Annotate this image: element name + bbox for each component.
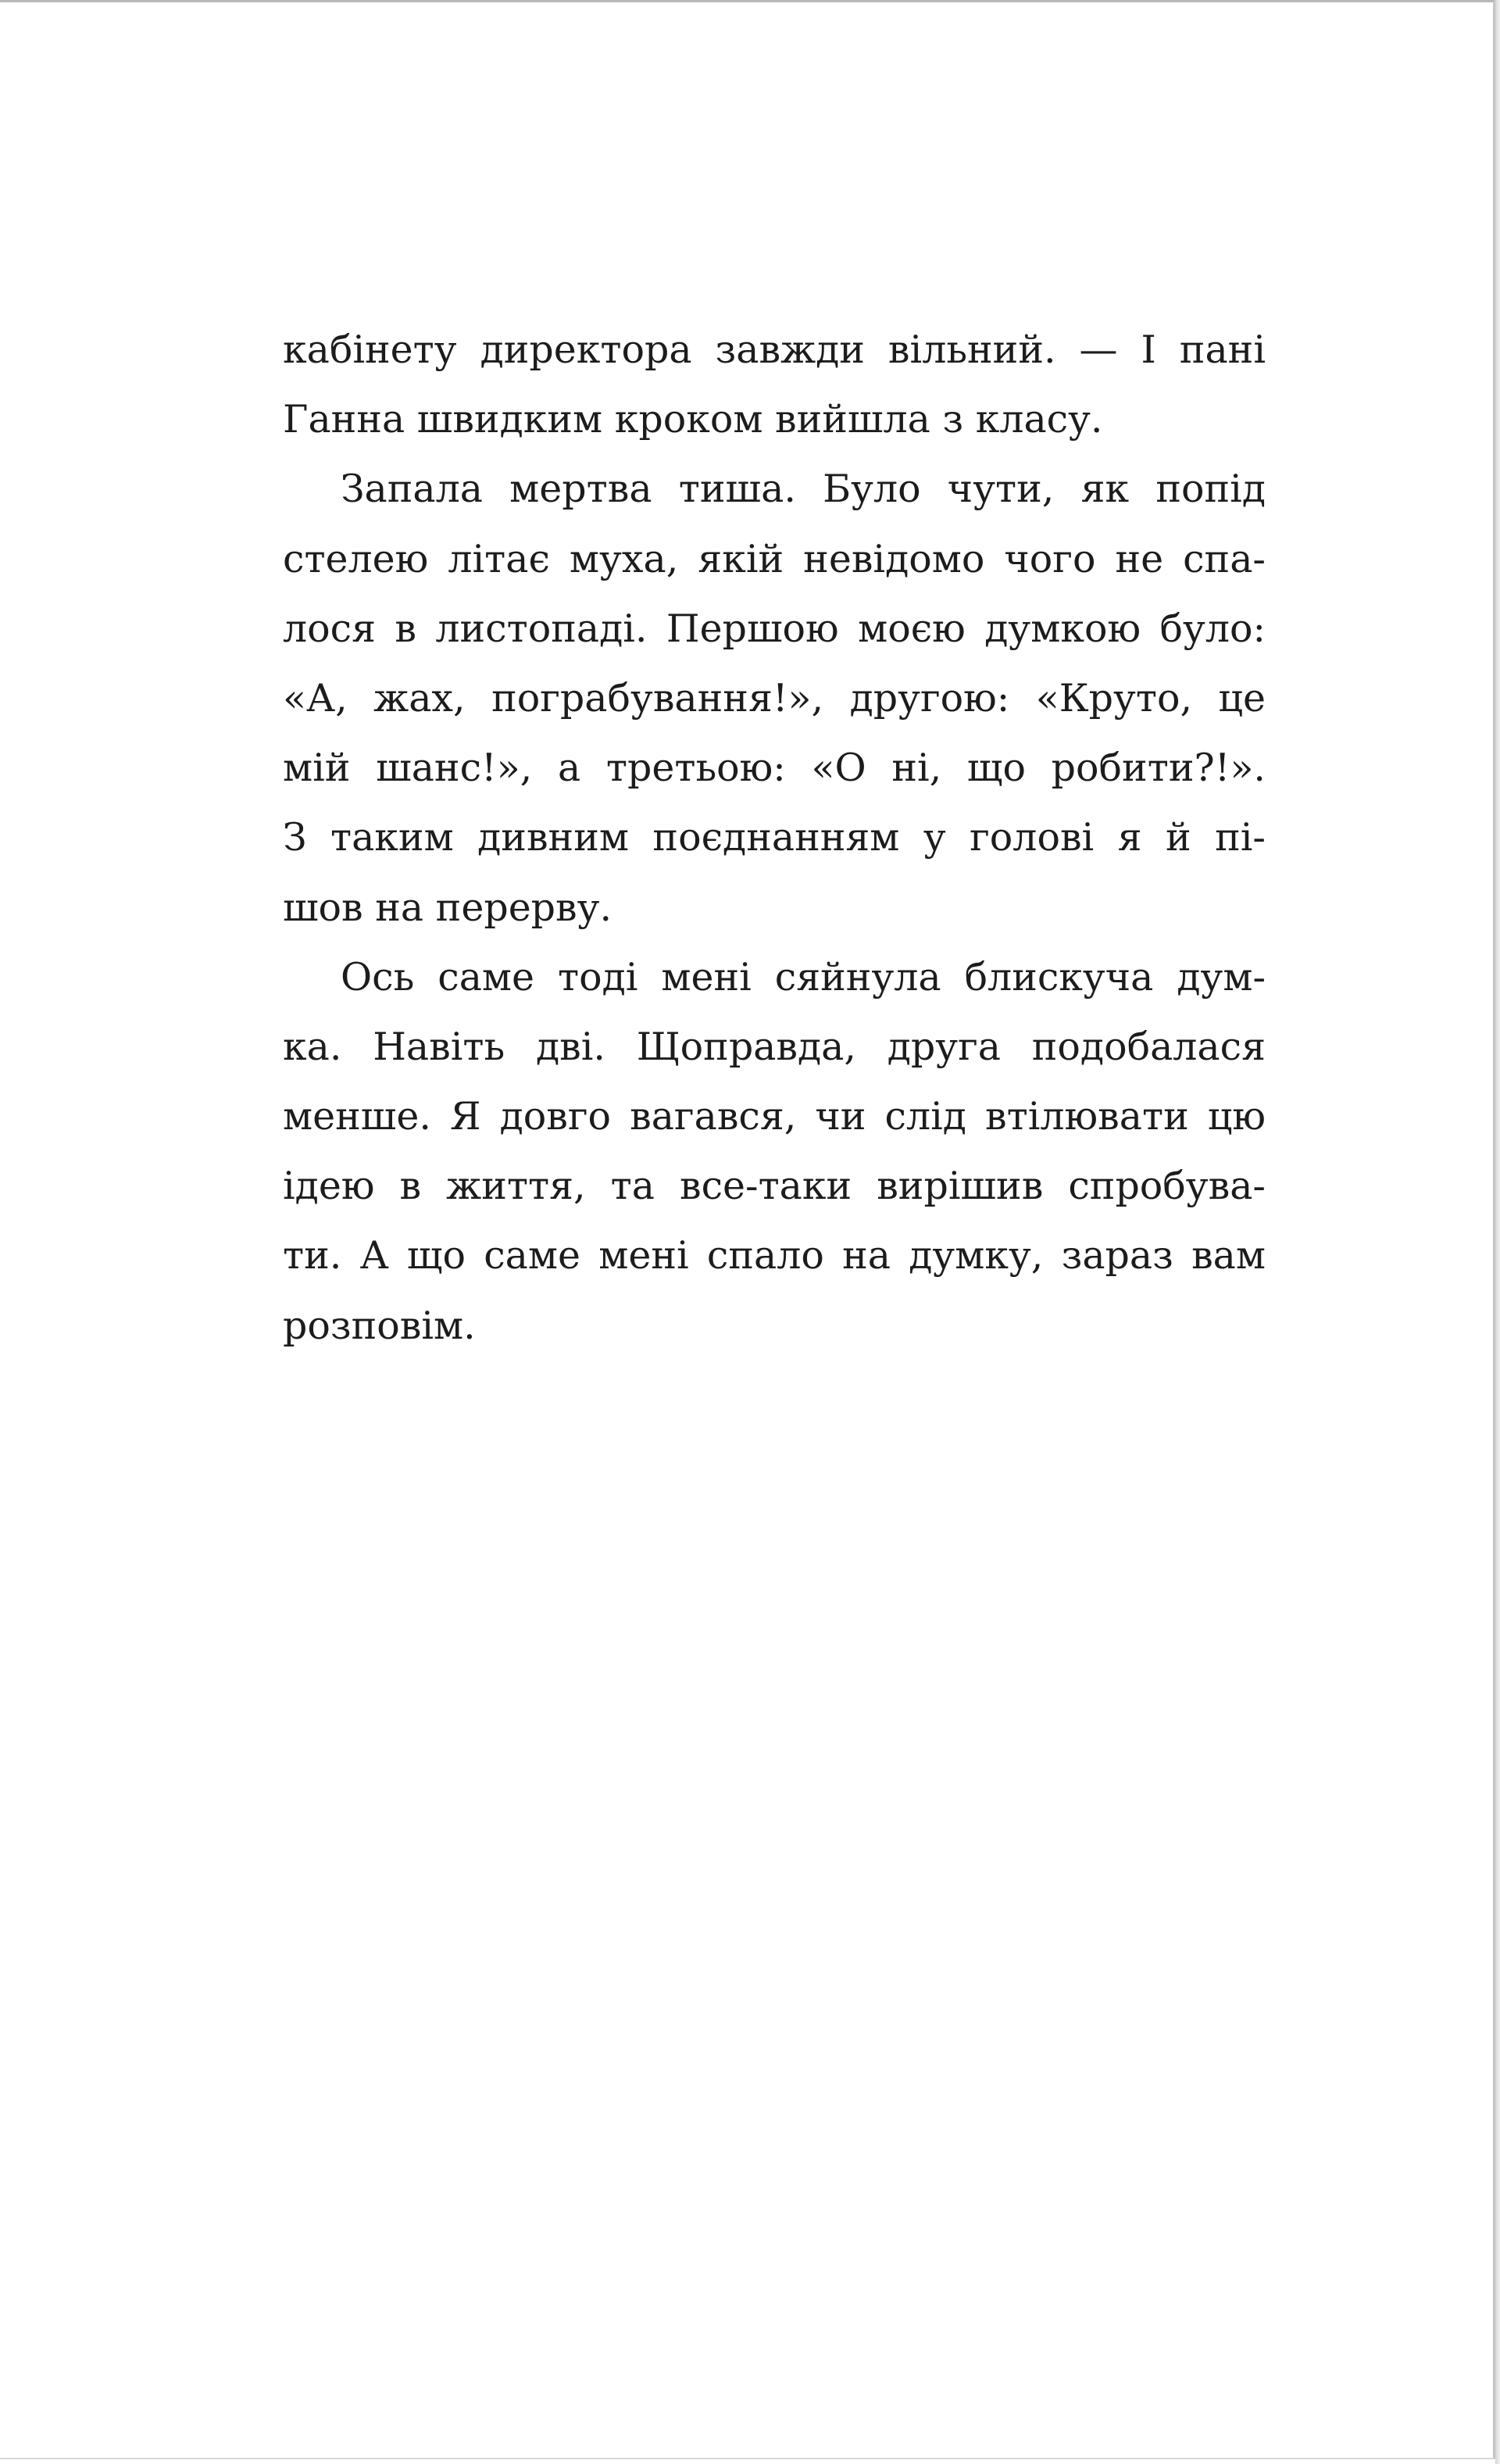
page-edge-shadow bbox=[1495, 0, 1500, 2464]
text-line: мій шанс!», а третьою: «О ні, що робити?!». bbox=[283, 746, 1266, 791]
paragraph-first-line: Ось саме тоді мені сяйнула блискуча дум- bbox=[341, 954, 1266, 1000]
text-line: «А, жах, пограбування!», другою: «Круто, це bbox=[283, 675, 1266, 721]
text-line: розповім. bbox=[283, 1303, 476, 1348]
text-line: ідею в життя, та все-таки вирішив спробува- bbox=[283, 1164, 1266, 1209]
text-line: стелею літає муха, якій невідомо чого не спа- bbox=[283, 536, 1266, 581]
text-line: З таким дивним поєднанням у голові я й пі- bbox=[283, 815, 1266, 860]
text-line: ка. Навіть дві. Щоправда, друга подобалася bbox=[283, 1024, 1266, 1069]
text-line: кабінету директора завжди вільний. — І пані bbox=[283, 327, 1266, 372]
text-line: менше. Я довго вагався, чи слід втілювати цю bbox=[283, 1094, 1266, 1139]
paragraph-first-line: Запала мертва тиша. Було чути, як попід bbox=[341, 467, 1266, 512]
text-line: лося в листопаді. Першою моєю думкою було: bbox=[283, 606, 1266, 651]
text-line: шов на перерву. bbox=[283, 885, 612, 930]
text-line: Ганна швидким кроком вийшла з класу. bbox=[283, 397, 1103, 442]
text-line: ти. А що саме мені спало на думку, зараз вам bbox=[283, 1233, 1266, 1278]
page-text bbox=[283, 315, 1266, 1361]
